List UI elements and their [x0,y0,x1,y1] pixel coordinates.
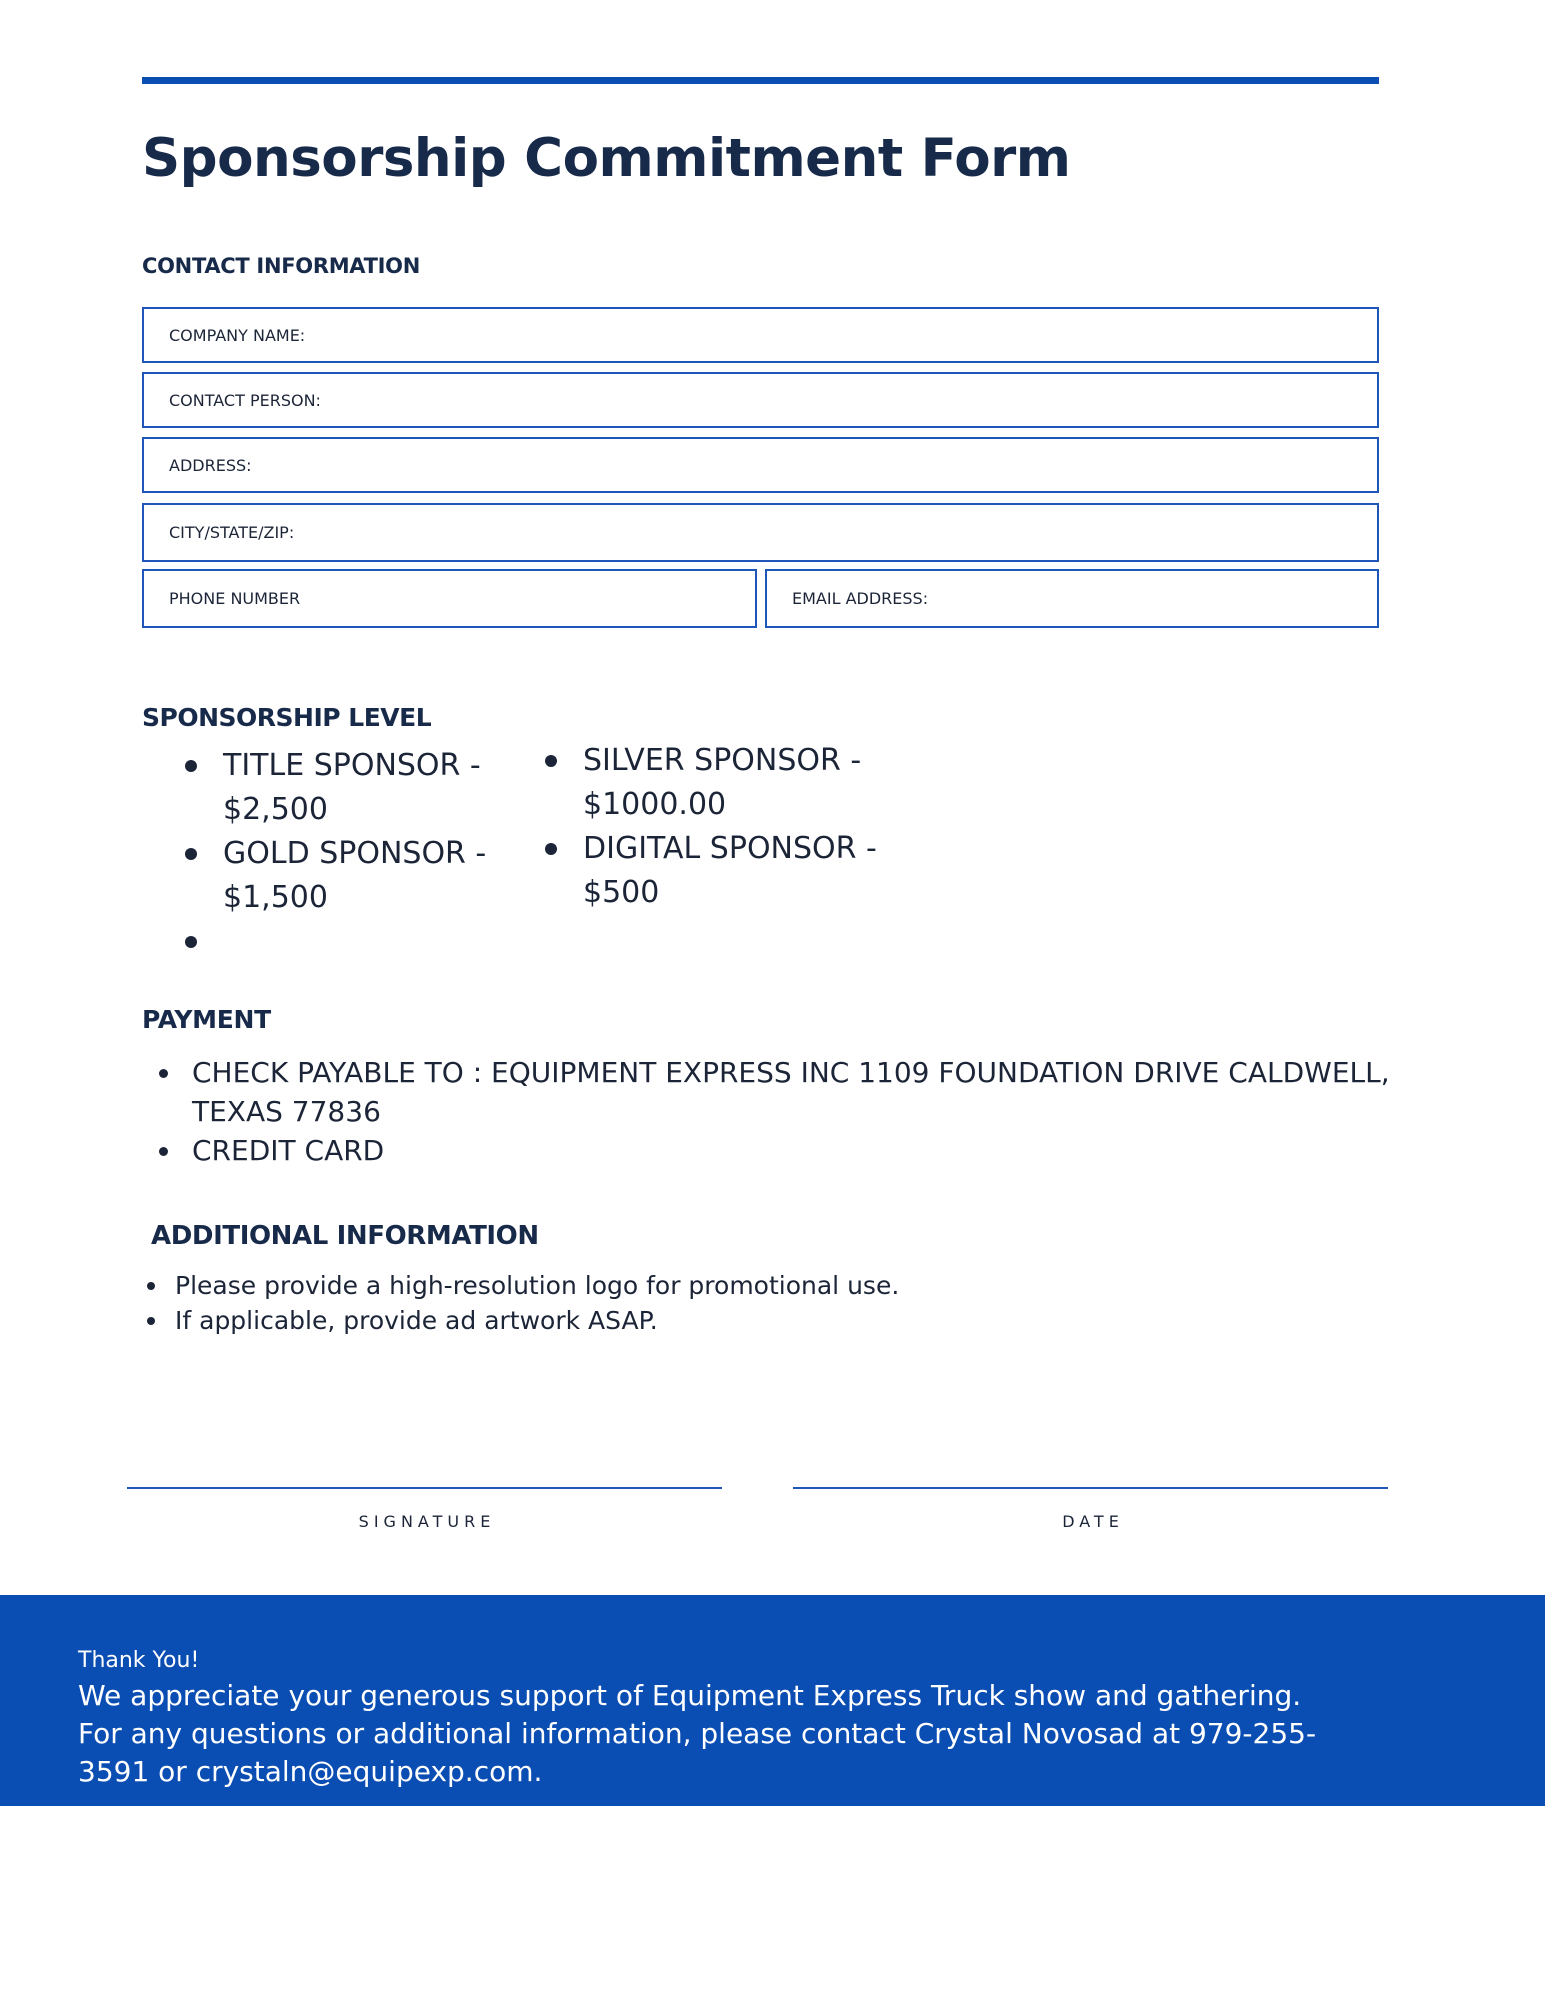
sponsor-option-price: $1,500 [223,880,328,915]
payment-option-text: CHECK PAYABLE TO : EQUIPMENT EXPRESS INC 1109 FOUNDATION DRIVE CALDWELL, [192,1056,1390,1089]
company-name-label: COMPANY NAME: [169,325,306,345]
list-item-text: Please provide a high-resolution logo for promotional use. [175,1271,900,1300]
email-address-label: EMAIL ADDRESS: [792,589,929,608]
date-line[interactable] [793,1487,1388,1489]
bullet-icon [185,936,197,948]
sponsor-option-price: $1000.00 [583,787,727,822]
contact-person-field[interactable] [142,372,1379,428]
bullet-icon [159,1069,168,1078]
sponsor-list-right [502,739,922,915]
contact-section-heading: CONTACT INFORMATION [142,254,420,278]
bullet-icon [545,755,557,767]
sponsorship-section-heading: SPONSORSHIP LEVEL [142,703,432,732]
phone-number-field[interactable] [142,569,757,628]
address-label: ADDRESS: [169,455,252,475]
company-name-field[interactable] [142,307,1379,363]
top-rule [142,77,1379,84]
sponsor-option-name: DIGITAL SPONSOR - [583,831,877,866]
sponsor-option-title[interactable] [142,744,532,832]
sponsor-list-left [142,744,532,964]
payment-option-text-continued: TEXAS 77836 [192,1095,381,1128]
list-item-text: If applicable, provide ad artwork ASAP. [175,1306,658,1335]
sponsor-option-digital[interactable] [502,827,922,915]
payment-list [142,1053,1390,1170]
list-item [142,1303,1342,1338]
sponsor-option-name: SILVER SPONSOR - [583,743,862,778]
payment-section-heading: PAYMENT [142,1005,271,1034]
signature-line[interactable] [127,1487,722,1489]
signature-label: SIGNATURE [358,1512,496,1531]
city-state-zip-label: CITY/STATE/ZIP: [169,523,295,542]
page-title: Sponsorship Commitment Form [142,128,1071,189]
city-state-zip-field[interactable] [142,503,1379,562]
bullet-icon [185,760,197,772]
bullet-icon [159,1147,168,1156]
payment-option-text: CREDIT CARD [192,1134,385,1167]
sponsor-option-price: $2,500 [223,792,328,827]
bullet-icon [545,843,557,855]
phone-number-label: PHONE NUMBER [169,589,301,608]
bullet-icon [185,848,197,860]
bullet-icon [147,1282,155,1290]
contact-person-label: CONTACT PERSON: [169,390,321,410]
address-field[interactable] [142,437,1379,493]
footer-message [78,1677,1348,1791]
sponsor-option-silver[interactable] [502,739,922,827]
additional-section-heading: ADDITIONAL INFORMATION [151,1221,539,1251]
list-item [142,1268,1342,1303]
footer-line: For any questions or additional information, please contact Crystal Novosad at 979-255- [78,1717,1317,1750]
additional-info-list [142,1268,1342,1338]
sponsor-option-empty [142,920,532,964]
sponsor-option-name [223,920,532,964]
date-label: DATE [1062,1512,1124,1531]
footer-line: We appreciate your generous support of Equipment Express Truck show and gathering. [78,1679,1302,1712]
payment-option-credit-card[interactable] [142,1131,1372,1170]
sponsor-option-name: TITLE SPONSOR - [223,748,481,783]
sponsor-option-gold[interactable] [142,832,532,920]
sponsor-option-price: $500 [583,875,660,910]
footer-thanks: Thank You! [78,1648,200,1673]
payment-option-check[interactable] [142,1053,1390,1131]
sponsor-option-name: GOLD SPONSOR - [223,836,487,871]
bullet-icon [147,1317,155,1325]
email-address-field[interactable] [765,569,1379,628]
footer-line: 3591 or crystaln@equipexp.com. [78,1755,543,1788]
